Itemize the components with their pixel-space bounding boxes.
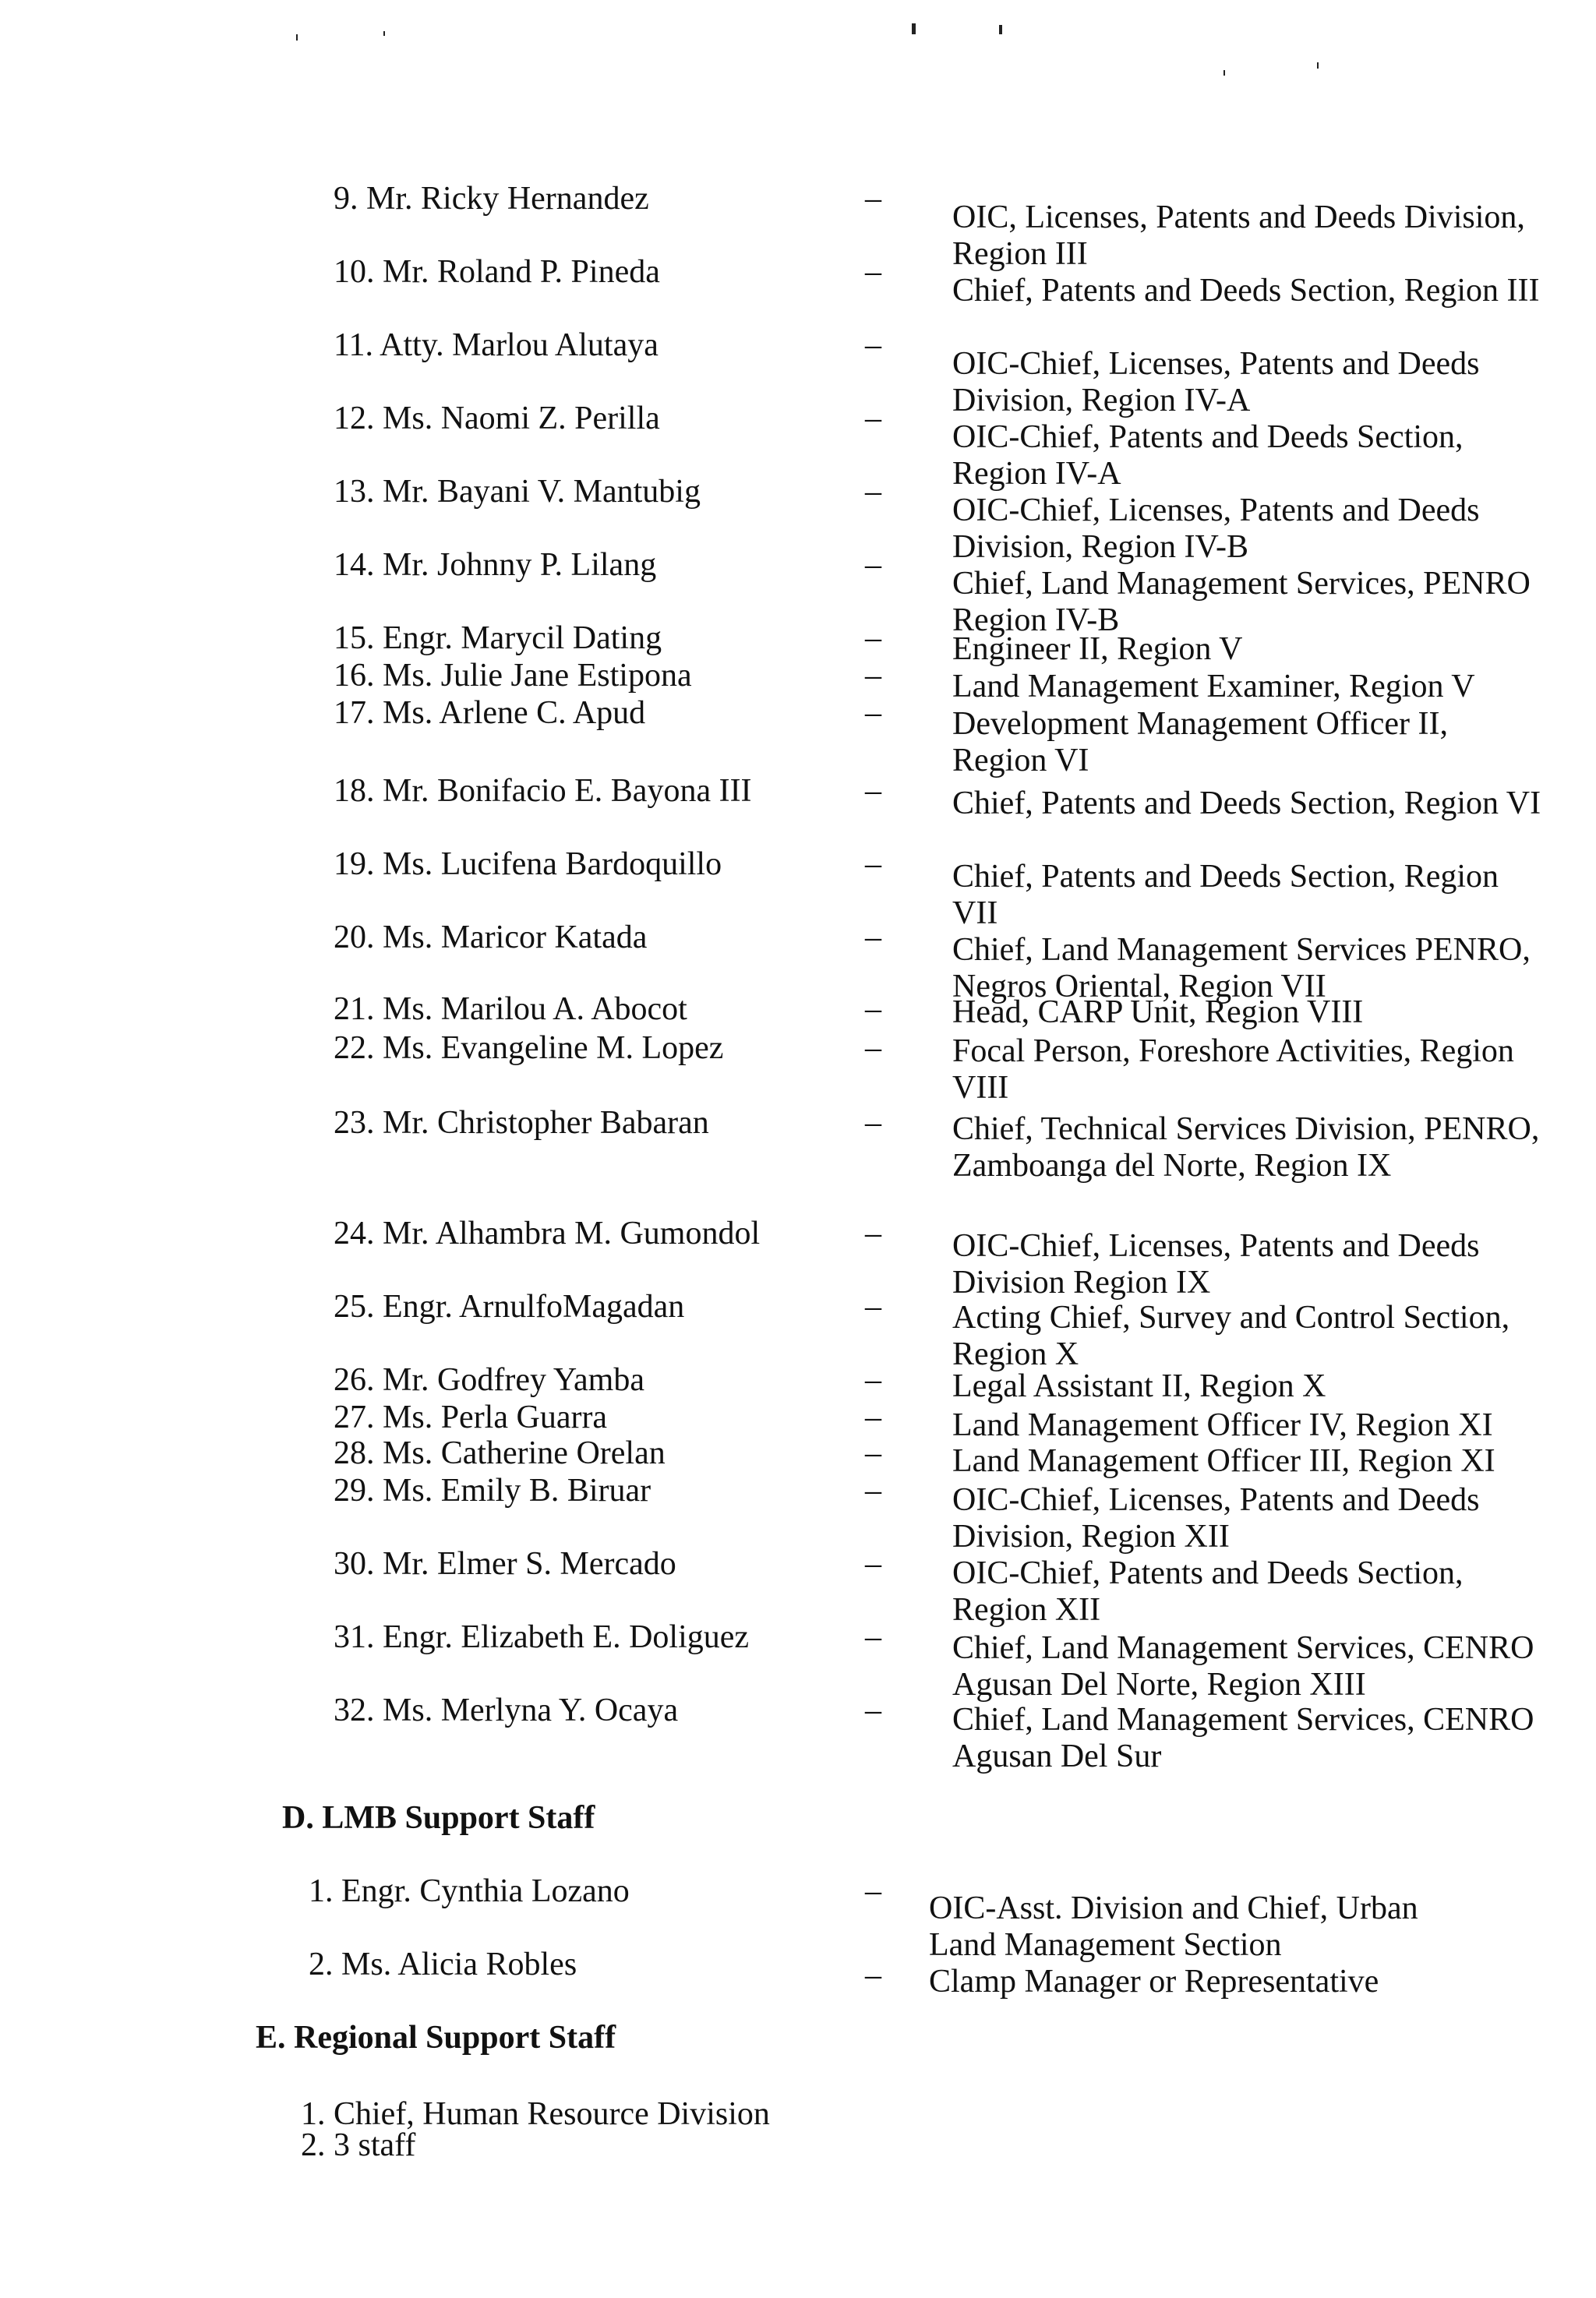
scan-speck [1317,62,1319,69]
entry-name: 21. Ms. Marilou A. Abocot [334,991,687,1027]
entry-dash: – [865,695,881,731]
entry-dash: – [865,1546,881,1582]
entry-position: Focal Person, Foreshore Activities, Region VIII [952,1033,1514,1106]
entry-dash: – [865,254,881,290]
list-item: 1. Chief, Human Resource Division [301,2096,770,2132]
entry-name: 30. Mr. Elmer S. Mercado [334,1546,676,1582]
entry-position: Engineer II, Region V [952,631,1243,667]
section-heading-lmb-support-staff: D. LMB Support Staff [282,1800,595,1836]
entry-dash: – [865,1289,881,1325]
entry-dash: – [865,1693,881,1728]
entry-position: OIC-Chief, Licenses, Patents and Deeds Division, Region IV-B [952,492,1480,565]
entry-dash: – [865,1473,881,1509]
entry-position: Legal Assistant II, Region X [952,1368,1326,1404]
entry-dash: – [865,920,881,955]
entry-name: 31. Engr. Elizabeth E. Doliguez [334,1619,750,1655]
entry-position: Clamp Manager or Representative [929,1964,1379,2000]
entry-position: OIC-Asst. Division and Chief, Urban Land Management Section [929,1890,1418,1963]
entry-name: 22. Ms. Evangeline M. Lopez [334,1030,724,1066]
scan-speck [912,23,916,34]
entry-dash: – [865,773,881,809]
entry-position: Chief, Land Management Services, CENRO Agusan Del Norte, Region XIII [952,1630,1534,1703]
entry-position: Chief, Patents and Deeds Section, Region VI [952,785,1541,821]
entry-name: 32. Ms. Merlyna Y. Ocaya [334,1693,679,1728]
entry-dash: – [865,846,881,882]
entry-name: 24. Mr. Alhambra M. Gumondol [334,1216,761,1251]
entry-name: 23. Mr. Christopher Babaran [334,1105,709,1141]
section-heading-regional-support-staff: E. Regional Support Staff [256,2020,616,2056]
entry-name: 14. Mr. Johnny P. Lilang [334,547,657,583]
entry-dash: – [865,327,881,363]
entry-position: Head, CARP Unit, Region VIII [952,994,1364,1030]
entry-name: 25. Engr. ArnulfoMagadan [334,1289,685,1325]
entry-position: Chief, Land Management Services, PENRO Region IV-B [952,566,1531,638]
entry-name: 10. Mr. Roland P. Pineda [334,254,660,290]
entry-position: Chief, Technical Services Division, PENRO, Zamboanga del Norte, Region IX [952,1111,1540,1184]
entry-position: OIC-Chief, Patents and Deeds Section, Region XII [952,1555,1464,1628]
entry-position: Land Management Officer III, Region XI [952,1443,1495,1479]
entry-name: 29. Ms. Emily B. Biruar [334,1473,651,1509]
entry-name: 1. Engr. Cynthia Lozano [309,1873,630,1909]
entry-position: OIC-Chief, Licenses, Patents and Deeds Division, Region XII [952,1482,1480,1555]
entry-name: 28. Ms. Catherine Orelan [334,1435,666,1471]
entry-position: Chief, Patents and Deeds Section, Region VII [952,859,1499,931]
entry-position: Chief, Patents and Deeds Section, Region III [952,273,1540,309]
list-item: 2. 3 staff [301,2127,416,2163]
entry-dash: – [865,181,881,217]
entry-dash: – [865,474,881,510]
entry-dash: – [865,1957,881,1993]
entry-position: Land Management Examiner, Region V [952,669,1475,704]
entry-dash: – [865,620,881,656]
entry-position: OIC, Licenses, Patents and Deeds Division, Region III [952,199,1525,272]
entry-name: 2. Ms. Alicia Robles [309,1947,577,1982]
scan-speck [999,25,1002,34]
entry-dash: – [865,1030,881,1066]
entry-dash: – [865,401,881,436]
entry-position: Development Management Officer II, Region VI [952,706,1448,778]
entry-name: 13. Mr. Bayani V. Mantubig [334,474,701,510]
entry-dash: – [865,991,881,1027]
scan-speck [296,34,298,41]
entry-position: OIC-Chief, Licenses, Patents and Deeds Division, Region IV-A [952,346,1480,418]
entry-dash: – [865,1216,881,1251]
entry-name: 26. Mr. Godfrey Yamba [334,1362,644,1398]
entry-dash: – [865,1435,881,1471]
entry-name: 17. Ms. Arlene C. Apud [334,695,646,731]
entry-position: OIC-Chief, Licenses, Patents and Deeds Division Region IX [952,1228,1480,1301]
entry-dash: – [865,1619,881,1655]
entry-dash: – [865,547,881,583]
entry-position: Chief, Land Management Services PENRO, Negros Oriental, Region VII [952,932,1531,1004]
entry-name: 20. Ms. Maricor Katada [334,920,648,955]
entry-position: OIC-Chief, Patents and Deeds Section, Region IV-A [952,419,1464,492]
entry-position: Acting Chief, Survey and Control Section, Region X [952,1300,1510,1372]
entry-dash: – [865,1400,881,1435]
entry-position: Land Management Officer IV, Region XI [952,1407,1493,1443]
entry-dash: – [865,1873,881,1909]
entry-name: 19. Ms. Lucifena Bardoquillo [334,846,722,882]
entry-name: 27. Ms. Perla Guarra [334,1400,608,1435]
entry-dash: – [865,658,881,694]
entry-dash: – [865,1105,881,1141]
entry-name: 15. Engr. Marycil Dating [334,620,662,656]
entry-name: 12. Ms. Naomi Z. Perilla [334,401,660,436]
scan-speck [383,31,385,36]
entry-name: 11. Atty. Marlou Alutaya [334,327,659,363]
entry-name: 9. Mr. Ricky Hernandez [334,181,649,217]
entry-dash: – [865,1362,881,1398]
scan-speck [1223,70,1225,76]
entry-name: 18. Mr. Bonifacio E. Bayona III [334,773,752,809]
entry-position: Chief, Land Management Services, CENRO Agusan Del Sur [952,1702,1534,1774]
entry-name: 16. Ms. Julie Jane Estipona [334,658,692,694]
